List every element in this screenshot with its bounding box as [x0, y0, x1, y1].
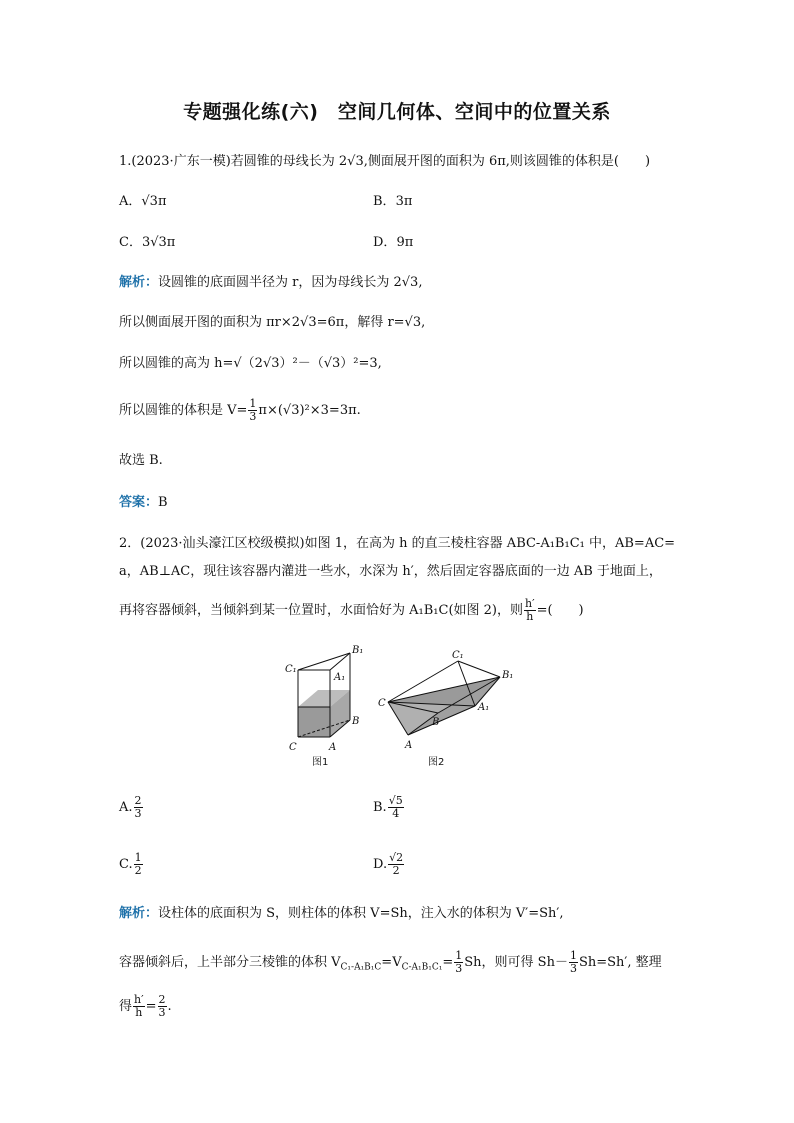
option-letter: D. [373, 857, 388, 872]
fraction-denominator: 4 [392, 807, 400, 820]
fraction [454, 950, 463, 975]
analysis-text: = [442, 955, 454, 970]
figure-1 [298, 653, 350, 737]
analysis-text: π×(√3)²×3=3π. [258, 403, 361, 418]
fraction [388, 852, 404, 877]
page-title: 专题强化练(六) 空间几何体、空间中的位置关系 [183, 101, 611, 123]
fraction-denominator: 3 [569, 962, 577, 975]
stem-text: =( ) [536, 603, 584, 618]
q1-analysis-line-2: 所以侧面展开图的面积为 πr×2√3=6π，解得 r=√3, [119, 315, 426, 330]
edge-c1b1 [458, 661, 500, 677]
edge-c1b1 [298, 653, 350, 670]
analysis-text: 所以圆锥的体积是 V= [119, 403, 248, 418]
edge-a1b1 [330, 653, 350, 670]
analysis-text: 设圆锥的底面圆半径为 r，因为母线长为 2√3, [158, 275, 423, 290]
option-letter: B． [373, 194, 396, 209]
q1-stem: 1.(2023·广东一模)若圆锥的母线长为 2√3,侧面展开图的面积为 6π,则该圆锥的体积是( ) [119, 154, 651, 169]
figure-1-caption: 图1 [312, 757, 329, 768]
option-text: 9π [396, 235, 414, 250]
water-front-face [298, 707, 330, 737]
fraction-numerator: 1 [134, 851, 142, 864]
fraction-numerator: 1 [249, 397, 257, 410]
label-b1: B₁ [352, 645, 364, 656]
fraction-numerator: 2 [158, 993, 166, 1006]
fraction-numerator: √2 [389, 851, 404, 864]
fraction [524, 598, 536, 623]
analysis-text: = [145, 999, 157, 1014]
q1-option-d [373, 234, 413, 252]
subscript: C₁-A₁B₁C [340, 962, 382, 973]
label-c1: C₁ [285, 664, 297, 675]
label-b1: B₁ [502, 670, 514, 681]
label-a: A [329, 742, 337, 753]
q2-stem-line-3 [119, 598, 584, 623]
q2-stem-line-2: a，AB⊥AC，现往该容器内灌进一些水，水深为 h′，然后固定容器底面的一边 AB 于地面上， [119, 564, 662, 579]
q2-option-d [373, 852, 405, 877]
fraction-numerator: √5 [388, 794, 403, 807]
q2-analysis-line-3 [119, 994, 172, 1019]
fraction [134, 795, 143, 820]
fraction-denominator: 2 [392, 864, 400, 877]
fraction-denominator: 3 [249, 410, 257, 423]
subscript: C-A₁B₁C₁ [401, 962, 443, 973]
fraction-denominator: h [526, 610, 534, 623]
option-text: 3π [395, 194, 413, 209]
q2-option-c [119, 852, 144, 877]
fraction [388, 795, 404, 820]
analysis-text: 得 [119, 999, 133, 1014]
analysis-text: 容器倾斜后，上半部分三棱锥的体积 V [119, 955, 341, 970]
fraction [569, 950, 578, 975]
figure-2 [388, 661, 500, 735]
fraction [133, 994, 145, 1019]
analysis-text: Sh，则可得 Sh－ [464, 955, 568, 970]
answer-value: B [158, 495, 168, 510]
q1-option-a [119, 193, 167, 211]
fraction [248, 398, 257, 423]
label-b: B [352, 716, 360, 727]
fraction-denominator: h [135, 1006, 143, 1019]
fraction-numerator: h′ [134, 993, 144, 1006]
fraction-numerator: 1 [569, 949, 577, 962]
label-c: C [378, 698, 386, 709]
option-letter: D． [373, 235, 397, 250]
option-letter: A. [119, 800, 133, 815]
q1-option-b [373, 193, 412, 211]
fraction-denominator: 3 [455, 962, 463, 975]
q1-analysis-line-4 [119, 398, 361, 423]
label-a1: A₁ [478, 702, 490, 713]
analysis-text: . [167, 999, 172, 1014]
analysis-text: =V [381, 955, 402, 970]
label-a: A [405, 740, 413, 751]
q2-analysis-line-1 [119, 905, 563, 923]
q2-analysis-line-2 [119, 950, 662, 977]
label-a1: A₁ [334, 672, 346, 683]
q2-option-a [119, 795, 144, 820]
figure-2-caption: 图2 [428, 757, 445, 768]
label-c: C [289, 742, 297, 753]
option-text: 3√3π [141, 235, 176, 250]
q1-analysis-line-5: 故选 B. [119, 453, 163, 468]
option-letter: C. [119, 857, 133, 872]
q2-stem-line-1: 2．(2023·汕头濠江区校级模拟)如图 1，在高为 h 的直三棱柱容器 ABC-A₁B₁C₁ 中，AB=AC= [119, 536, 676, 551]
option-letter: C． [119, 235, 142, 250]
option-letter: A． [119, 194, 142, 209]
answer-label: 答案： [119, 495, 159, 510]
q2-option-b [373, 795, 405, 820]
fraction-denominator: 3 [134, 807, 142, 820]
fraction-numerator: 2 [134, 794, 142, 807]
q1-option-c [119, 234, 175, 252]
label-c1: C₁ [452, 650, 464, 661]
prism-figure [280, 640, 540, 775]
analysis-text: 设柱体的底面积为 S，则柱体的体积 V=Sh，注入水的体积为 V′=Sh′, [158, 906, 564, 921]
label-b: B [432, 717, 440, 728]
analysis-label: 解析： [119, 906, 159, 921]
option-letter: B. [373, 800, 387, 815]
fraction-denominator: 3 [158, 1006, 166, 1019]
q1-analysis-line-3: 所以圆锥的高为 h=√（2√3）²－（√3）²=3, [119, 356, 382, 371]
q1-answer [119, 494, 168, 512]
analysis-text: Sh=Sh′, 整理 [578, 955, 662, 970]
fraction [134, 852, 143, 877]
fraction-numerator: h′ [525, 597, 535, 610]
fraction [158, 994, 167, 1019]
option-text: √3π [141, 194, 167, 209]
fraction-denominator: 2 [134, 864, 142, 877]
analysis-label: 解析： [119, 275, 159, 290]
q1-analysis-line-1 [119, 274, 422, 292]
stem-text: 再将容器倾斜，当倾斜到某一位置时，水面恰好为 A₁B₁C(如图 2)，则 [119, 603, 523, 618]
prism-figure-svg [280, 640, 540, 775]
fraction-numerator: 1 [455, 949, 463, 962]
